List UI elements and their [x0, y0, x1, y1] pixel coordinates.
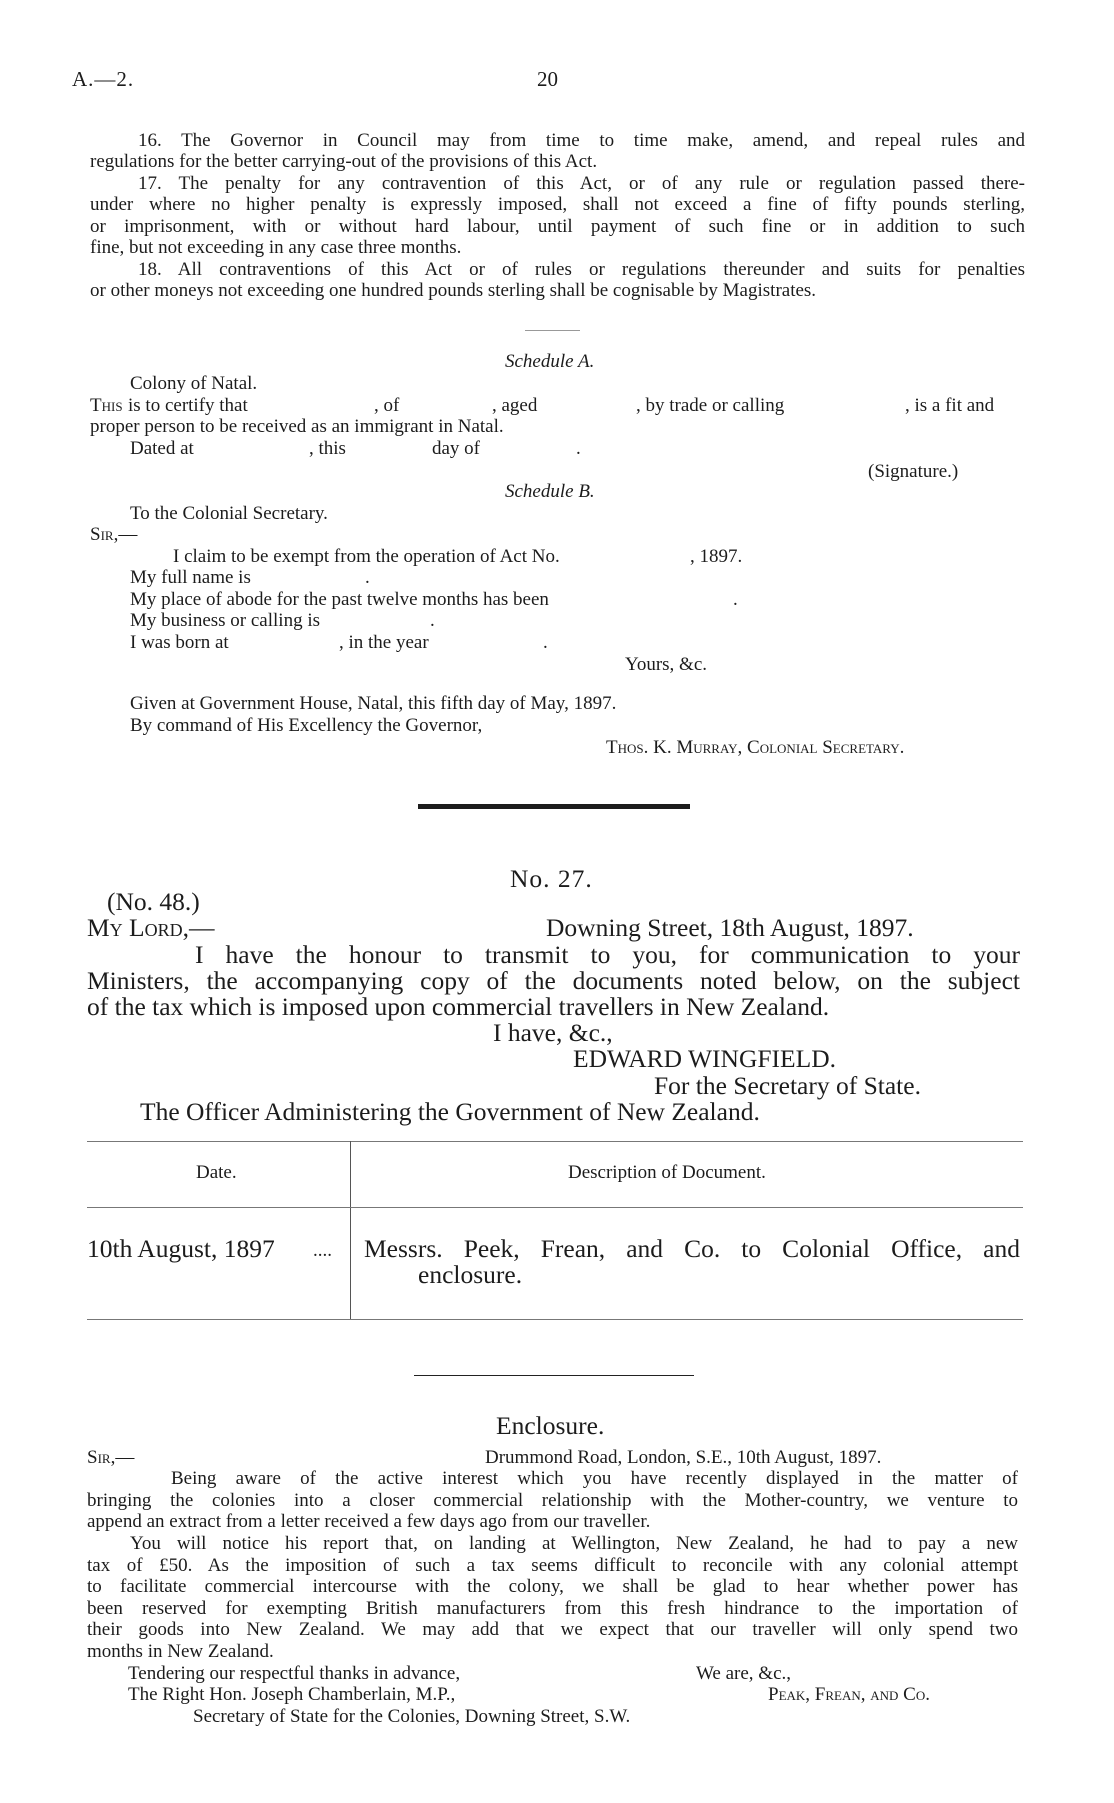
enclosure-tendering: Tendering our respectful thanks in advance,: [128, 1663, 461, 1684]
section-16-line-1: 16. The Governor in Council may from time to time make, amend, and repeal rules and: [138, 130, 1025, 151]
section-18-line-1: 18. All contraventions of this Act or of rules or regulations thereunder and suits for penalties: [138, 259, 1025, 280]
schedule-b-business-end: .: [430, 610, 435, 631]
table-cell-leader: ....: [313, 1240, 332, 1261]
table-header-description: Description of Document.: [568, 1162, 766, 1183]
section-17-line-3: or imprisonment, with or without hard labour, until payment of such fine or in addition to such: [90, 216, 1025, 237]
enclosure-p2-line-1: You will notice his report that, on landing at Wellington, New Zealand, he had to pay a new: [130, 1533, 1018, 1554]
schedule-b-name: My full name is: [130, 567, 251, 588]
schedule-b-title: Schedule B.: [505, 481, 595, 502]
schedule-b-born: I was born at: [130, 632, 229, 653]
table-header-date: Date.: [196, 1162, 237, 1183]
table-bottom-rule: [87, 1319, 1023, 1320]
table-header-rule: [87, 1207, 1023, 1208]
letter-signer-title: For the Secretary of State.: [654, 1071, 921, 1100]
section-17-line-4: fine, but not exceeding in any case three months.: [90, 237, 462, 258]
enclosure-p1-line-3: append an extract from a letter received a few days ago from our traveller.: [87, 1511, 651, 1532]
table-cell-description: Messrs. Peek, Frean, and Co. to Colonial Office, and: [364, 1234, 1020, 1263]
schedule-b-business: My business or calling is: [130, 610, 320, 631]
schedule-b-addressee: To the Colonial Secretary.: [130, 503, 328, 524]
enclosure-we-are: We are, &c.,: [696, 1663, 791, 1684]
schedule-a-line-2: proper person to be received as an immigrant in Natal.: [90, 416, 504, 437]
enclosure-addressee-name: The Right Hon. Joseph Chamberlain, M.P.,: [128, 1684, 456, 1705]
schedule-a-dated-at: Dated at: [130, 438, 194, 459]
table-cell-date: 10th August, 1897: [87, 1234, 275, 1263]
enclosure-addressee-title: Secretary of State for the Colonies, Downing Street, S.W.: [193, 1706, 631, 1727]
schedule-a-trade: , by trade or calling: [636, 395, 785, 416]
letter-address: Downing Street, 18th August, 1897.: [546, 913, 914, 942]
schedule-a-period: .: [576, 438, 581, 459]
schedule-b-born-year: , in the year: [339, 632, 429, 653]
section-17-line-2: under where no higher penalty is expressly imposed, shall not exceed a fine of fifty pounds sterling,: [90, 194, 1025, 215]
schedule-a-this-word: This: [90, 395, 123, 416]
enclosure-p2-line-3: to facilitate commercial intercourse with the colony, we shall be glad to hear whether power has: [87, 1576, 1018, 1597]
schedule-a-colony: Colony of Natal.: [130, 373, 258, 394]
schedule-b-born-end: .: [543, 632, 548, 653]
given-signature: Thos. K. Murray, Colonial Secretary.: [606, 737, 905, 758]
enclosure-p2-line-4: been reserved for exempting British manufacturers from this fresh hindrance to the importation of: [87, 1598, 1018, 1619]
enclosure-p1-line-2: bringing the colonies into a closer commercial relationship with the Mother-country, we venture to: [87, 1490, 1018, 1511]
enclosure-p2-line-2: tax of £50. As the imposition of such a tax seems difficult to reconcile with any colonial attempt: [87, 1555, 1018, 1576]
schedule-a-day-of: day of: [432, 438, 481, 459]
letter-body-line-2: Ministers, the accompanying copy of the documents noted below, on the subject: [87, 966, 1020, 995]
table-cell-description-cont: enclosure.: [418, 1260, 523, 1289]
schedule-a-this: , this: [309, 438, 346, 459]
schedule-a-title: Schedule A.: [505, 351, 595, 372]
page-number: 20: [537, 67, 558, 91]
enclosure-title: Enclosure.: [496, 1411, 605, 1440]
schedule-b-name-end: .: [365, 567, 370, 588]
letter-body-line-1: I have the honour to transmit to you, for communication to your: [195, 940, 1020, 969]
enclosure-salutation: Sir,—: [87, 1447, 135, 1468]
short-divider: [525, 330, 580, 331]
enclosure-address: Drummond Road, London, S.E., 10th August, 1897.: [485, 1447, 882, 1468]
given-line-2: By command of His Excellency the Governor,: [130, 715, 483, 736]
enclosure-p2-line-6: months in New Zealand.: [87, 1641, 274, 1662]
letter-reference: (No. 48.): [107, 887, 200, 916]
letter-body-line-3: of the tax which is imposed upon commercial travellers in New Zealand.: [87, 992, 830, 1021]
section-17-line-1: 17. The penalty for any contravention of this Act, or of any rule or regulation passed there-: [138, 173, 1025, 194]
schedule-a-certify: is to certify that: [128, 395, 248, 416]
letter-closing: I have, &c.,: [493, 1018, 613, 1047]
schedule-b-claim: I claim to be exempt from the operation of Act No.: [173, 546, 560, 567]
letter-salutation: My Lord,—: [87, 913, 215, 942]
letter-signer: EDWARD WINGFIELD.: [573, 1044, 836, 1073]
section-18-line-2: or other moneys not exceeding one hundred pounds sterling shall be cognisable by Magistrates.: [90, 280, 817, 301]
letter-addressee: The Officer Administering the Government of New Zealand.: [140, 1097, 760, 1126]
schedule-a-of: , of: [374, 395, 400, 416]
thick-divider: [418, 804, 690, 809]
table-column-divider: [350, 1141, 351, 1319]
given-line-1: Given at Government House, Natal, this fifth day of May, 1897.: [130, 693, 617, 714]
schedule-b-yours: Yours, &c.: [625, 654, 708, 675]
page-reference: A.—2.: [72, 67, 135, 91]
schedule-a-aged: , aged: [492, 395, 538, 416]
enclosure-signature: Peak, Frean, and Co.: [768, 1684, 930, 1705]
schedule-a-signature: (Signature.): [868, 461, 959, 482]
section-16-line-2: regulations for the better carrying-out of the provisions of this Act.: [90, 151, 598, 172]
enclosure-p2-line-5: their goods into New Zealand. We may add that we expect that our traveller will only spend two: [87, 1619, 1018, 1640]
enclosure-divider: [414, 1375, 694, 1376]
schedule-a-fit: , is a fit and: [905, 395, 995, 416]
enclosure-p1-line-1: Being aware of the active interest which you have recently displayed in the matter of: [171, 1468, 1018, 1489]
letter-number: No. 27.: [510, 864, 593, 893]
table-top-rule: [87, 1141, 1023, 1142]
schedule-b-abode-end: .: [733, 589, 738, 610]
schedule-b-abode: My place of abode for the past twelve months has been: [130, 589, 549, 610]
schedule-b-claim-year: , 1897.: [690, 546, 743, 567]
schedule-b-salutation: Sir,—: [90, 524, 138, 545]
